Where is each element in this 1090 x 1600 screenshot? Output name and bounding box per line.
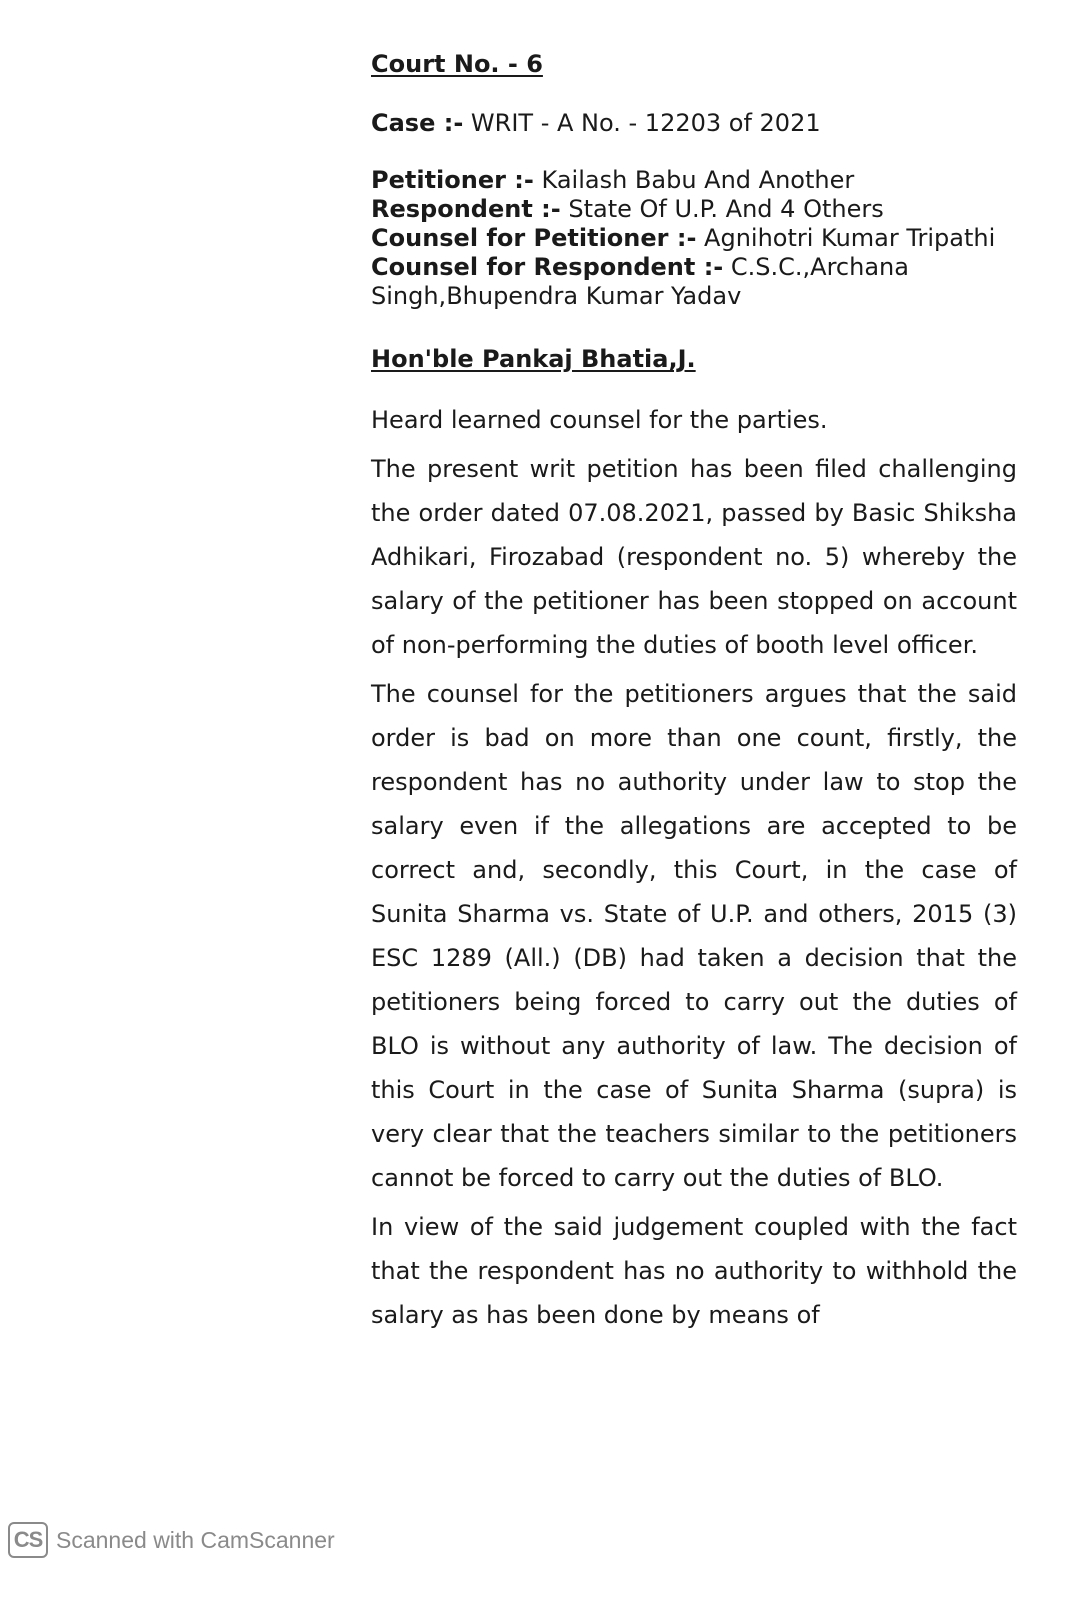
counsel-petitioner-value: Agnihotri Kumar Tripathi bbox=[696, 224, 996, 252]
counsel-respondent-line bbox=[371, 253, 1017, 311]
respondent-line bbox=[371, 195, 1017, 224]
scanner-text: Scanned with CamScanner bbox=[56, 1526, 335, 1553]
counsel-petitioner-line bbox=[371, 224, 1017, 253]
counsel-petitioner-label: Counsel for Petitioner :- bbox=[371, 224, 697, 252]
paragraph-1: The present writ petition has been filed challenging the order dated 07.08.2021, passed by Basic Shiksha Adhikari, Firozabad (respondent no. 5) whereby the salary of the petitioner has been stopped on account of non-performing the duties of booth level officer. bbox=[371, 455, 1017, 659]
scanner-watermark bbox=[8, 1520, 335, 1560]
parties-block bbox=[371, 166, 1017, 311]
document-page bbox=[371, 48, 1017, 1337]
petitioner-label: Petitioner :- bbox=[371, 166, 534, 194]
court-number-heading: Court No. - 6 bbox=[371, 50, 543, 78]
petitioner-value: Kailash Babu And Another bbox=[533, 166, 855, 194]
case-line bbox=[371, 107, 1017, 139]
paragraph-3: In view of the said judgement coupled with the fact that the respondent has no authority to withhold the salary as has been done by means of bbox=[371, 1213, 1017, 1329]
case-label: Case :- bbox=[371, 109, 464, 137]
respondent-label: Respondent :- bbox=[371, 195, 561, 223]
case-value: WRIT - A No. - 12203 of 2021 bbox=[463, 109, 821, 137]
paragraph-2: The counsel for the petitioners argues that the said order is bad on more than one count, firstly, the respondent has no authority under law to stop the salary even if the allegations are accepted to be correct and, secondly, this Court, in the case of Sunita Sharma vs. State of U.P. and others, 2015 (3) ESC 1289 (All.) (DB) had taken a decision that the petitioners being forced to carry out the duties of BLO is without any authority of law. The decision of this Court in the case of Sunita Sharma (supra) is very clear that the teachers similar to the petitioners cannot be forced to carry out the duties of BLO. bbox=[371, 680, 1017, 1192]
petitioner-line bbox=[371, 166, 1017, 195]
counsel-respondent-value: C.S.C.,Archana Singh,Bhupendra Kumar Yadav bbox=[371, 253, 909, 310]
counsel-respondent-label: Counsel for Respondent :- bbox=[371, 253, 724, 281]
respondent-value: State Of U.P. And 4 Others bbox=[560, 195, 884, 223]
judge-name: Hon'ble Pankaj Bhatia,J. bbox=[371, 345, 696, 373]
camscanner-logo-icon: CS bbox=[8, 1522, 48, 1558]
heard-paragraph: Heard learned counsel for the parties. bbox=[371, 406, 828, 434]
